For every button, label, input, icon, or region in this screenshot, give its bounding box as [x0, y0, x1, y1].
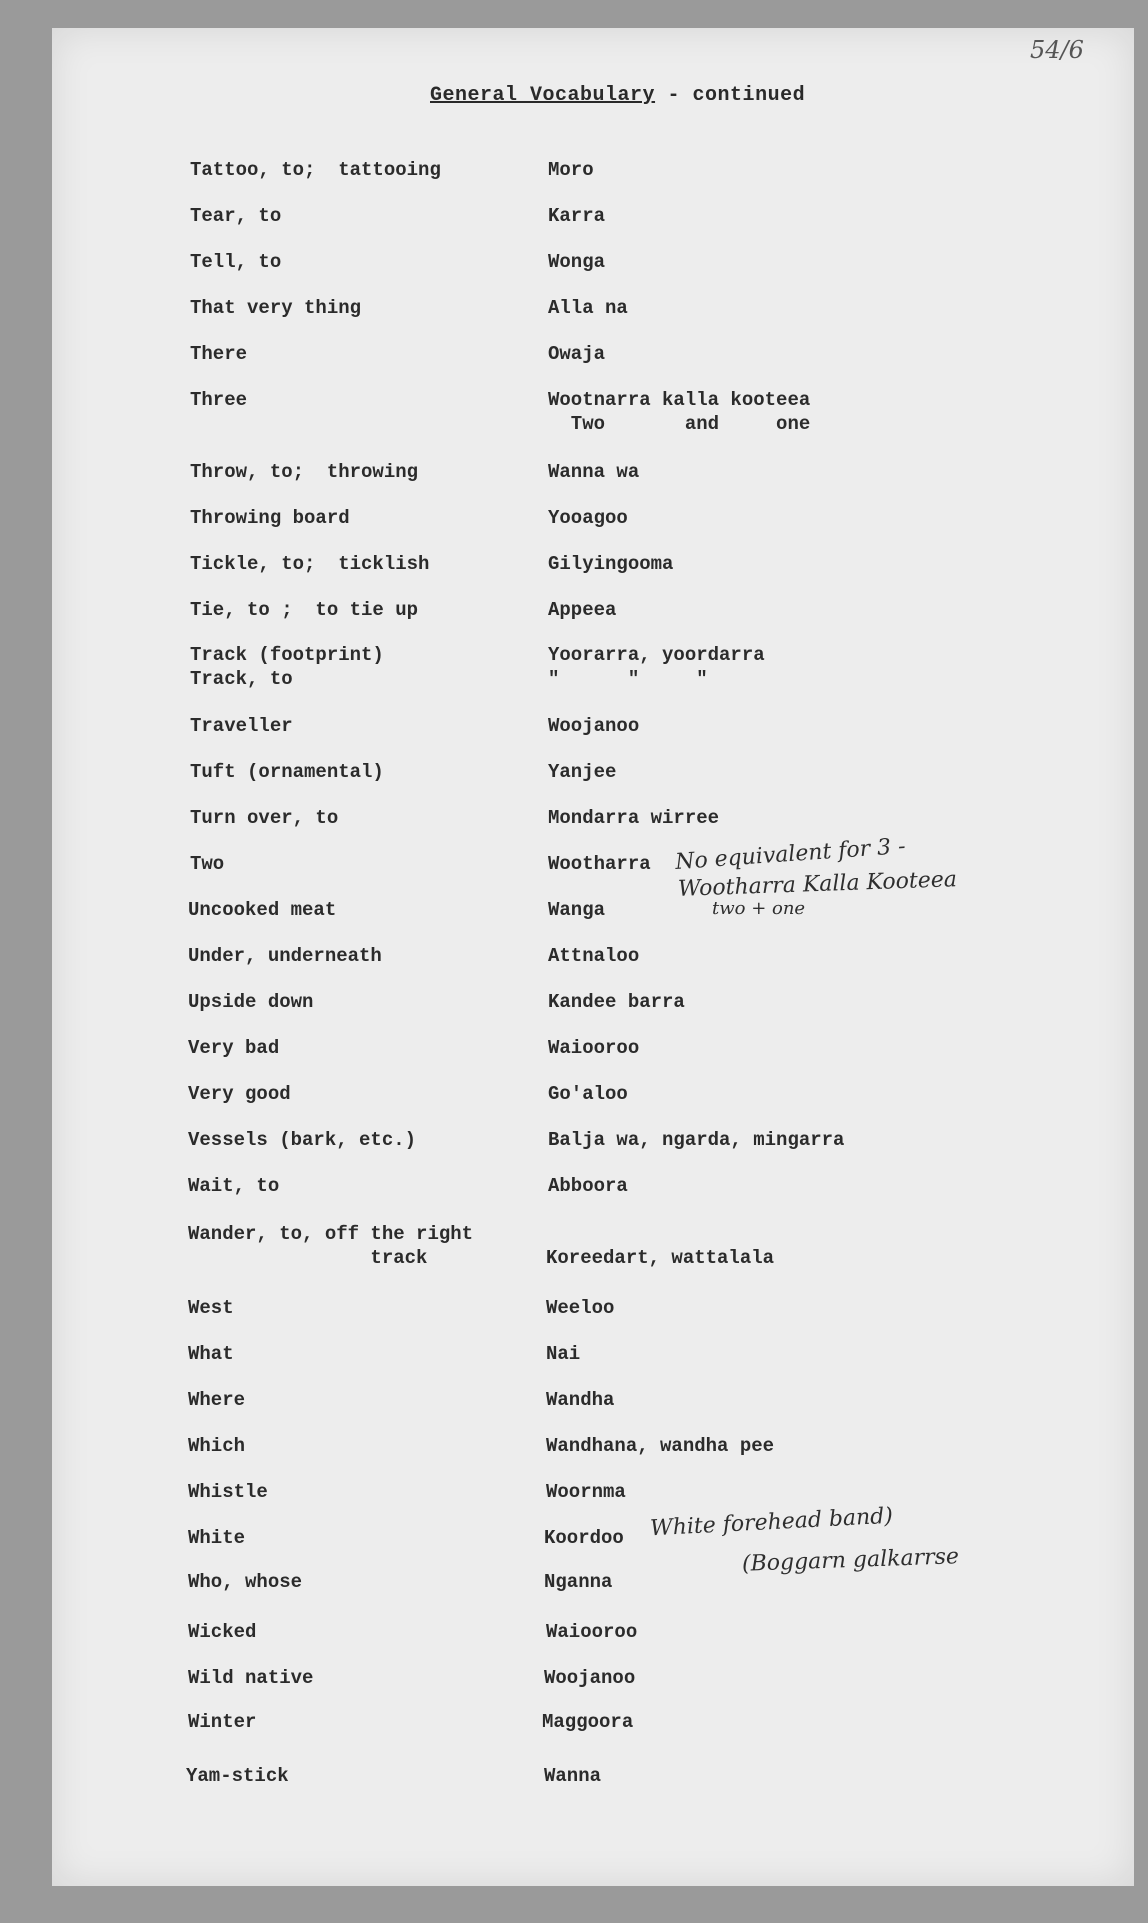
vocab-term: Tie, to ; to tie up [190, 599, 419, 621]
vocab-term: Who, whose [188, 1571, 303, 1593]
vocab-native-word: Wonga [548, 251, 606, 273]
vocab-term: That very thing [190, 297, 362, 319]
vocab-term: Winter [188, 1711, 257, 1733]
vocab-native-word: Waiooroo [546, 1621, 638, 1643]
vocab-native-word: Wanna [544, 1765, 602, 1787]
vocab-term: Throwing board [190, 507, 350, 529]
vocab-native-word: Wanga [548, 899, 606, 921]
vocab-term: Yam-stick [186, 1765, 289, 1787]
vocab-native-word: Woornma [546, 1481, 626, 1503]
vocab-native-word: Wootharra [548, 853, 651, 875]
vocab-term: Three [190, 389, 248, 411]
vocab-native-word: Moro [548, 159, 594, 181]
vocab-native-word: Karra [548, 205, 606, 227]
vocab-term: White [188, 1527, 246, 1549]
vocab-native-word: Weeloo [546, 1297, 615, 1319]
vocab-term: Whistle [188, 1481, 268, 1503]
vocab-term: Track (footprint) Track, to [190, 644, 384, 690]
vocab-native-word: Gilyingooma [548, 553, 674, 575]
vocab-term: Traveller [190, 715, 293, 737]
vocab-native-word: Alla na [548, 297, 628, 319]
vocab-term: Very good [188, 1083, 291, 1105]
vocab-native-word: Owaja [548, 343, 606, 365]
handwritten-note-white-line2: (Boggarn galkarrse [741, 1544, 960, 1577]
vocab-native-word: Appeea [548, 599, 617, 621]
vocab-native-word: Maggoora [542, 1711, 634, 1733]
vocab-term: Wicked [188, 1621, 257, 1643]
vocab-native-word: Yooagoo [548, 507, 628, 529]
vocab-term: Where [188, 1389, 246, 1411]
handwritten-note-two-line2: Wootharra Kalla Kooteea [677, 867, 958, 902]
vocab-term: Tattoo, to; tattooing [190, 159, 441, 181]
vocab-native-word: Attnaloo [548, 945, 640, 967]
vocab-term: What [188, 1343, 234, 1365]
vocab-native-word: Balja wa, ngarda, mingarra [548, 1129, 845, 1151]
vocab-term: Tear, to [190, 205, 282, 227]
vocab-native-word: Koreedart, wattalala [546, 1247, 775, 1269]
vocab-term: Tickle, to; ticklish [190, 553, 430, 575]
vocab-native-word: Wootnarra kalla kooteea Two and one [548, 389, 811, 435]
vocab-native-word: Go'aloo [548, 1083, 628, 1105]
vocab-term: Very bad [188, 1037, 280, 1059]
vocab-native-word: Wandha [546, 1389, 615, 1411]
heading-suffix: - continued [655, 84, 806, 107]
vocab-term: Upside down [188, 991, 314, 1013]
vocab-term: Two [190, 853, 225, 875]
vocab-native-word: Woojanoo [548, 715, 640, 737]
vocab-native-word: Yanjee [548, 761, 617, 783]
handwritten-note-two-line3: two + one [712, 898, 806, 919]
vocab-term: Tell, to [190, 251, 282, 273]
handwritten-note-white-line1: White forehead band) [649, 1503, 894, 1542]
vocab-term: Wild native [188, 1667, 314, 1689]
vocab-native-word: Wanna wa [548, 461, 640, 483]
vocab-term: Uncooked meat [188, 899, 337, 921]
vocab-native-word: Waiooroo [548, 1037, 640, 1059]
vocab-term: Vessels (bark, etc.) [188, 1129, 417, 1151]
vocab-native-word: Woojanoo [544, 1667, 636, 1689]
vocab-term: Which [188, 1435, 246, 1457]
vocab-term: Wander, to, off the right track [188, 1223, 474, 1269]
vocab-native-word: Yoorarra, yoordarra " " " [548, 644, 765, 690]
heading-title: General Vocabulary [430, 84, 656, 107]
vocab-native-word: Mondarra wirree [548, 807, 720, 829]
vocab-term: Turn over, to [190, 807, 339, 829]
vocab-term: West [188, 1297, 234, 1319]
vocab-term: There [190, 343, 248, 365]
vocab-native-word: Nai [546, 1343, 581, 1365]
vocab-term: Throw, to; throwing [190, 461, 419, 483]
vocab-native-word: Kandee barra [548, 991, 685, 1013]
vocab-term: Under, underneath [188, 945, 382, 967]
vocab-term: Wait, to [188, 1175, 280, 1197]
folio-number: 54/6 [1030, 36, 1084, 64]
vocab-native-word: Abboora [548, 1175, 628, 1197]
page-heading [430, 84, 805, 107]
handwritten-note-two-line1: No equivalent for 3 - [674, 833, 907, 876]
vocab-native-word: Nganna [544, 1571, 613, 1593]
vocab-native-word: Koordoo [544, 1527, 624, 1549]
vocab-term: Tuft (ornamental) [190, 761, 384, 783]
vocab-native-word: Wandhana, wandha pee [546, 1435, 775, 1457]
